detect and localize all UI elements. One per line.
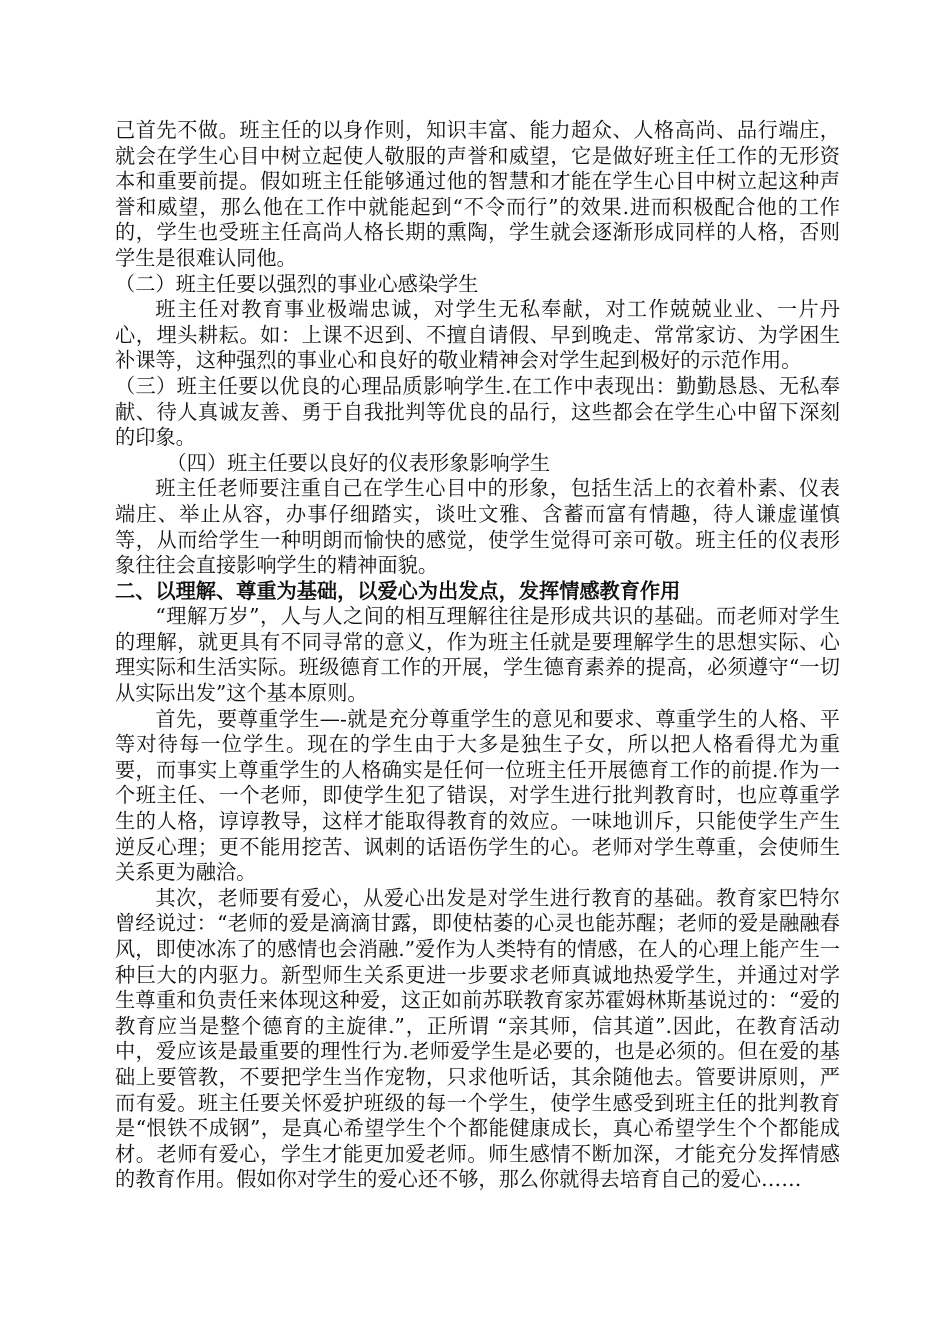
document-body	[115, 118, 840, 1193]
paragraph-respect: 首先，要尊重学生—-就是充分尊重学生的意见和要求、尊重学生的人格、平等对待每一位学生。现在的学生由于大多是独生子女，所以把人格看得尤为重要，而事实上尊重学生的人格确实是任何一位班主任开展德育工作的前提.作为一个班主任、一个老师，即使学生犯了错误，对学生进行批判教育时，也应尊重学生的人格，谆谆教导，这样才能取得教育的效应。一味地训斥，只能使学生产生逆反心理；更不能用挖苦、讽刺的话语伤学生的心。老师对学生尊重，会使师生关系更为融洽。	[115, 706, 840, 885]
section-heading-understanding-respect: 二、以理解、尊重为基础，以爱心为出发点，发挥情感教育作用	[115, 578, 681, 603]
paragraph-love: 其次，老师要有爱心，从爱心出发是对学生进行教育的基础。教育家巴特尔曾经说过：“老师的爱是滴滴甘露，即使枯萎的心灵也能苏醒；老师的爱是融融春风，即使冰冻了的感情也会消融.”爱作为人类特有的情感，在人的心理上能产生一种巨大的内驱力。新型师生关系更进一步要求老师真诚地热爱学生，并通过对学生尊重和负责任来体现这种爱，这正如前苏联教育家苏霍姆林斯基说过的：“爱的教育应当是整个德育的主旋律.”，正所谓 “亲其师，信其道”.因此，在教育活动中，爱应该是最重要的理性行为.老师爱学生是必要的，也是必须的。但在爱的基础上要管教，不要把学生当作宠物，只求他听话，其余随他去。管要讲原则，严而有爱。班主任要关怀爱护班级的每一个学生，使学生感受到班主任的批判教育是“恨铁不成钢”，是真心希望学生个个都能健康成长，真心希望学生个个都能成材。老师有爱心，学生才能更加爱老师。师生感情不断加深，才能充分发挥情感的教育作用。假如你对学生的爱心还不够，那么你就得去培育自己的爱心……	[115, 885, 840, 1192]
paragraph-understanding: “理解万岁”，人与人之间的相互理解往往是形成共识的基础。而老师对学生的理解，就更具有不同寻常的意义，作为班主任就是要理解学生的思想实际、心理实际和生活实际。班级德育工作的开展，学生德育素养的提高，必须遵守“一切从实际出发”这个基本原则。	[115, 604, 840, 706]
paragraph-role-model-continuation: 己首先不做。班主任的以身作则，知识丰富、能力超众、人格高尚、品行端庄，就会在学生心目中树立起使人敬服的声誉和威望，它是做好班主任工作的无形资本和重要前提。假如班主任能够通过他的智慧和才能在学生心目中树立起这种声誉和威望，那么他在工作中就能起到“不令而行”的效果.进而积极配合他的工作的，学生也受班主任高尚人格长期的熏陶，学生就会逐渐形成同样的人格，否则学生是很难认同他。	[115, 118, 840, 270]
paragraph-psychological-quality: （三）班主任要以优良的心理品质影响学生.在工作中表现出：勤勤恳恳、无私奉献、待人真诚友善、勇于自我批判等优良的品行，这些都会在学生心中留下深刻的印象。	[115, 373, 840, 450]
paragraph-dedication: 班主任对教育事业极端忠诚，对学生无私奉献，对工作兢兢业业、一片丹心，埋头耕耘。如：上课不迟到、不擅自请假、早到晚走、常常家访、为学困生补课等，这种强烈的事业心和良好的敬业精神会对学生起到极好的示范作用。	[115, 297, 840, 373]
subheading-appearance: （四）班主任要以良好的仪表形象影响学生	[166, 450, 551, 475]
paragraph-appearance: 班主任老师要注重自己在学生心目中的形象，包括生活上的衣着朴素、仪表端庄、举止从容，办事仔细踏实，谈吐文雅、含蓄而富有情趣，待人谦虚谨慎等，从而给学生一种明朗而愉快的感觉，使学生觉得可亲可敬。班主任的仪表形象往往会直接影响学生的精神面貌。	[115, 476, 840, 578]
subheading-dedication: （二）班主任要以强烈的事业心感染学生	[115, 271, 479, 296]
